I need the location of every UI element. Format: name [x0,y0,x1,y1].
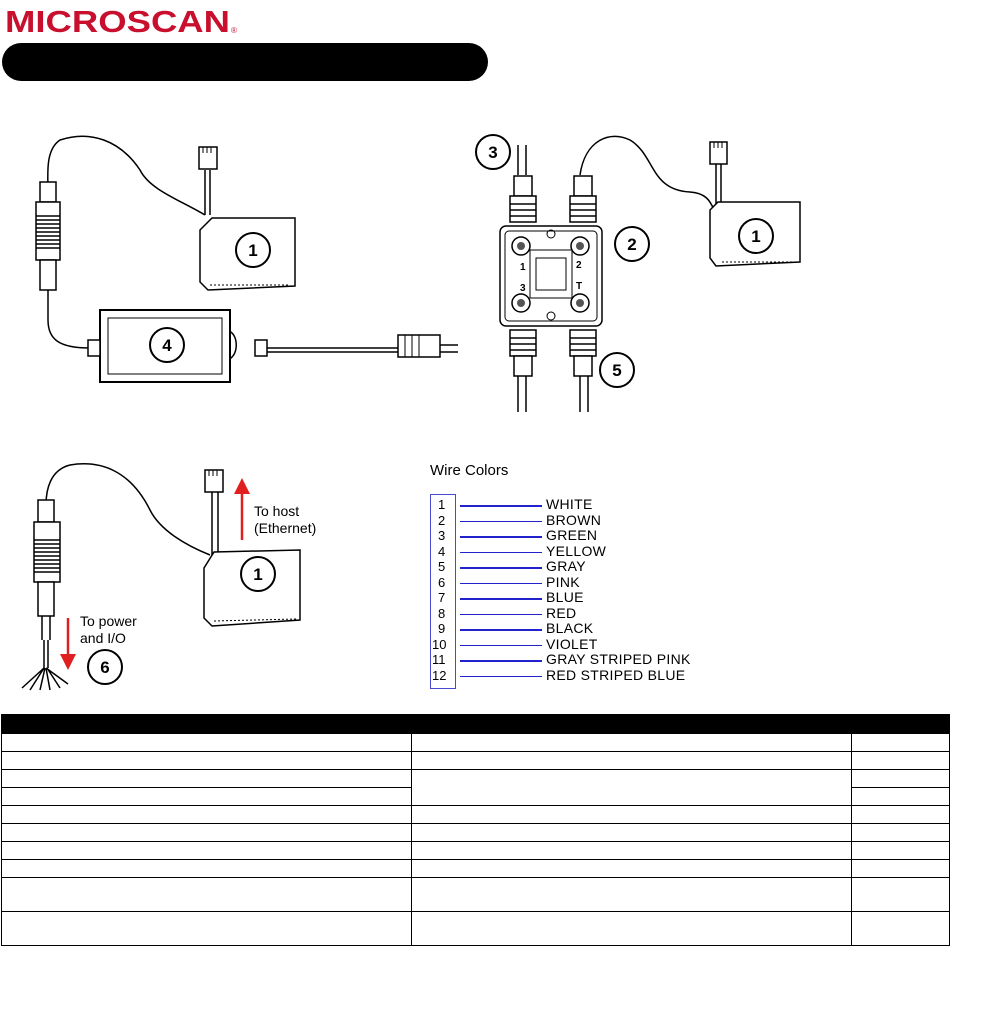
wire-number: 1 [438,497,446,512]
to-power-label: To power [80,613,137,629]
hub-port-t-label: T [576,281,583,292]
table-header [2,715,950,734]
wire-color-name: GRAY [546,558,586,574]
wire-color-name: GRAY STRIPED PINK [546,651,691,667]
callout-1-b: 1 [751,227,761,246]
wire-number: 12 [432,667,447,683]
wire-line [460,505,542,507]
wire-line [460,645,542,647]
hub-port-3-label: 3 [520,283,526,294]
svg-text:®: ® [231,26,237,35]
wire-number: 2 [438,512,446,528]
wire-number: 6 [438,574,446,590]
wire-number: 5 [438,559,446,574]
callout-1-c: 1 [253,565,263,584]
callout-2: 2 [627,235,637,254]
hub-port-1-label: 1 [520,262,526,273]
wire-color-name: GREEN [546,527,598,543]
wire-line [460,598,542,600]
wire-color-name: BLUE [546,589,584,605]
callout-3: 3 [488,143,498,162]
hub-port-2-label: 2 [576,260,582,271]
and-io-label: and I/O [80,630,126,646]
callout-6: 6 [100,658,110,677]
callout-1-a: 1 [248,241,258,260]
wire-number: 9 [438,621,446,636]
wire-color-name: RED [546,604,577,621]
wire-number: 7 [438,590,446,605]
callout-5: 5 [612,361,622,380]
wire-color-name: PINK [546,573,580,590]
microscan-logo [3,2,243,42]
wire-number: 3 [438,528,446,543]
wire-color-name: VIOLET [546,635,598,652]
wire-line [460,614,542,616]
wire-line [460,583,542,585]
wire-line [460,660,542,662]
wire-number: 10 [432,636,447,652]
wire-number: 11 [432,652,446,667]
wire-color-name: RED STRIPED BLUE [546,666,686,683]
wire-line [460,552,542,554]
ethernet-label: (Ethernet) [254,520,317,536]
wire-colors-title: Wire Colors [430,462,509,479]
wire-line [460,521,542,523]
wire-line [460,567,542,569]
parts-table [1,714,950,946]
wire-number: 4 [438,543,446,559]
callout-4: 4 [162,336,172,355]
wire-color-name: BROWN [546,511,602,528]
title-banner [2,43,488,81]
wire-number: 8 [438,605,446,621]
wire-color-name: WHITE [546,496,593,512]
wire-line [460,536,542,538]
wire-color-name: YELLOW [546,542,607,559]
svg-text:MICROSCAN: MICROSCAN [5,4,230,39]
wire-line [460,629,542,631]
connection-diagram [0,100,998,700]
to-host-label: To host [254,503,300,519]
wire-line [460,676,542,678]
wire-color-name: BLACK [546,620,594,636]
